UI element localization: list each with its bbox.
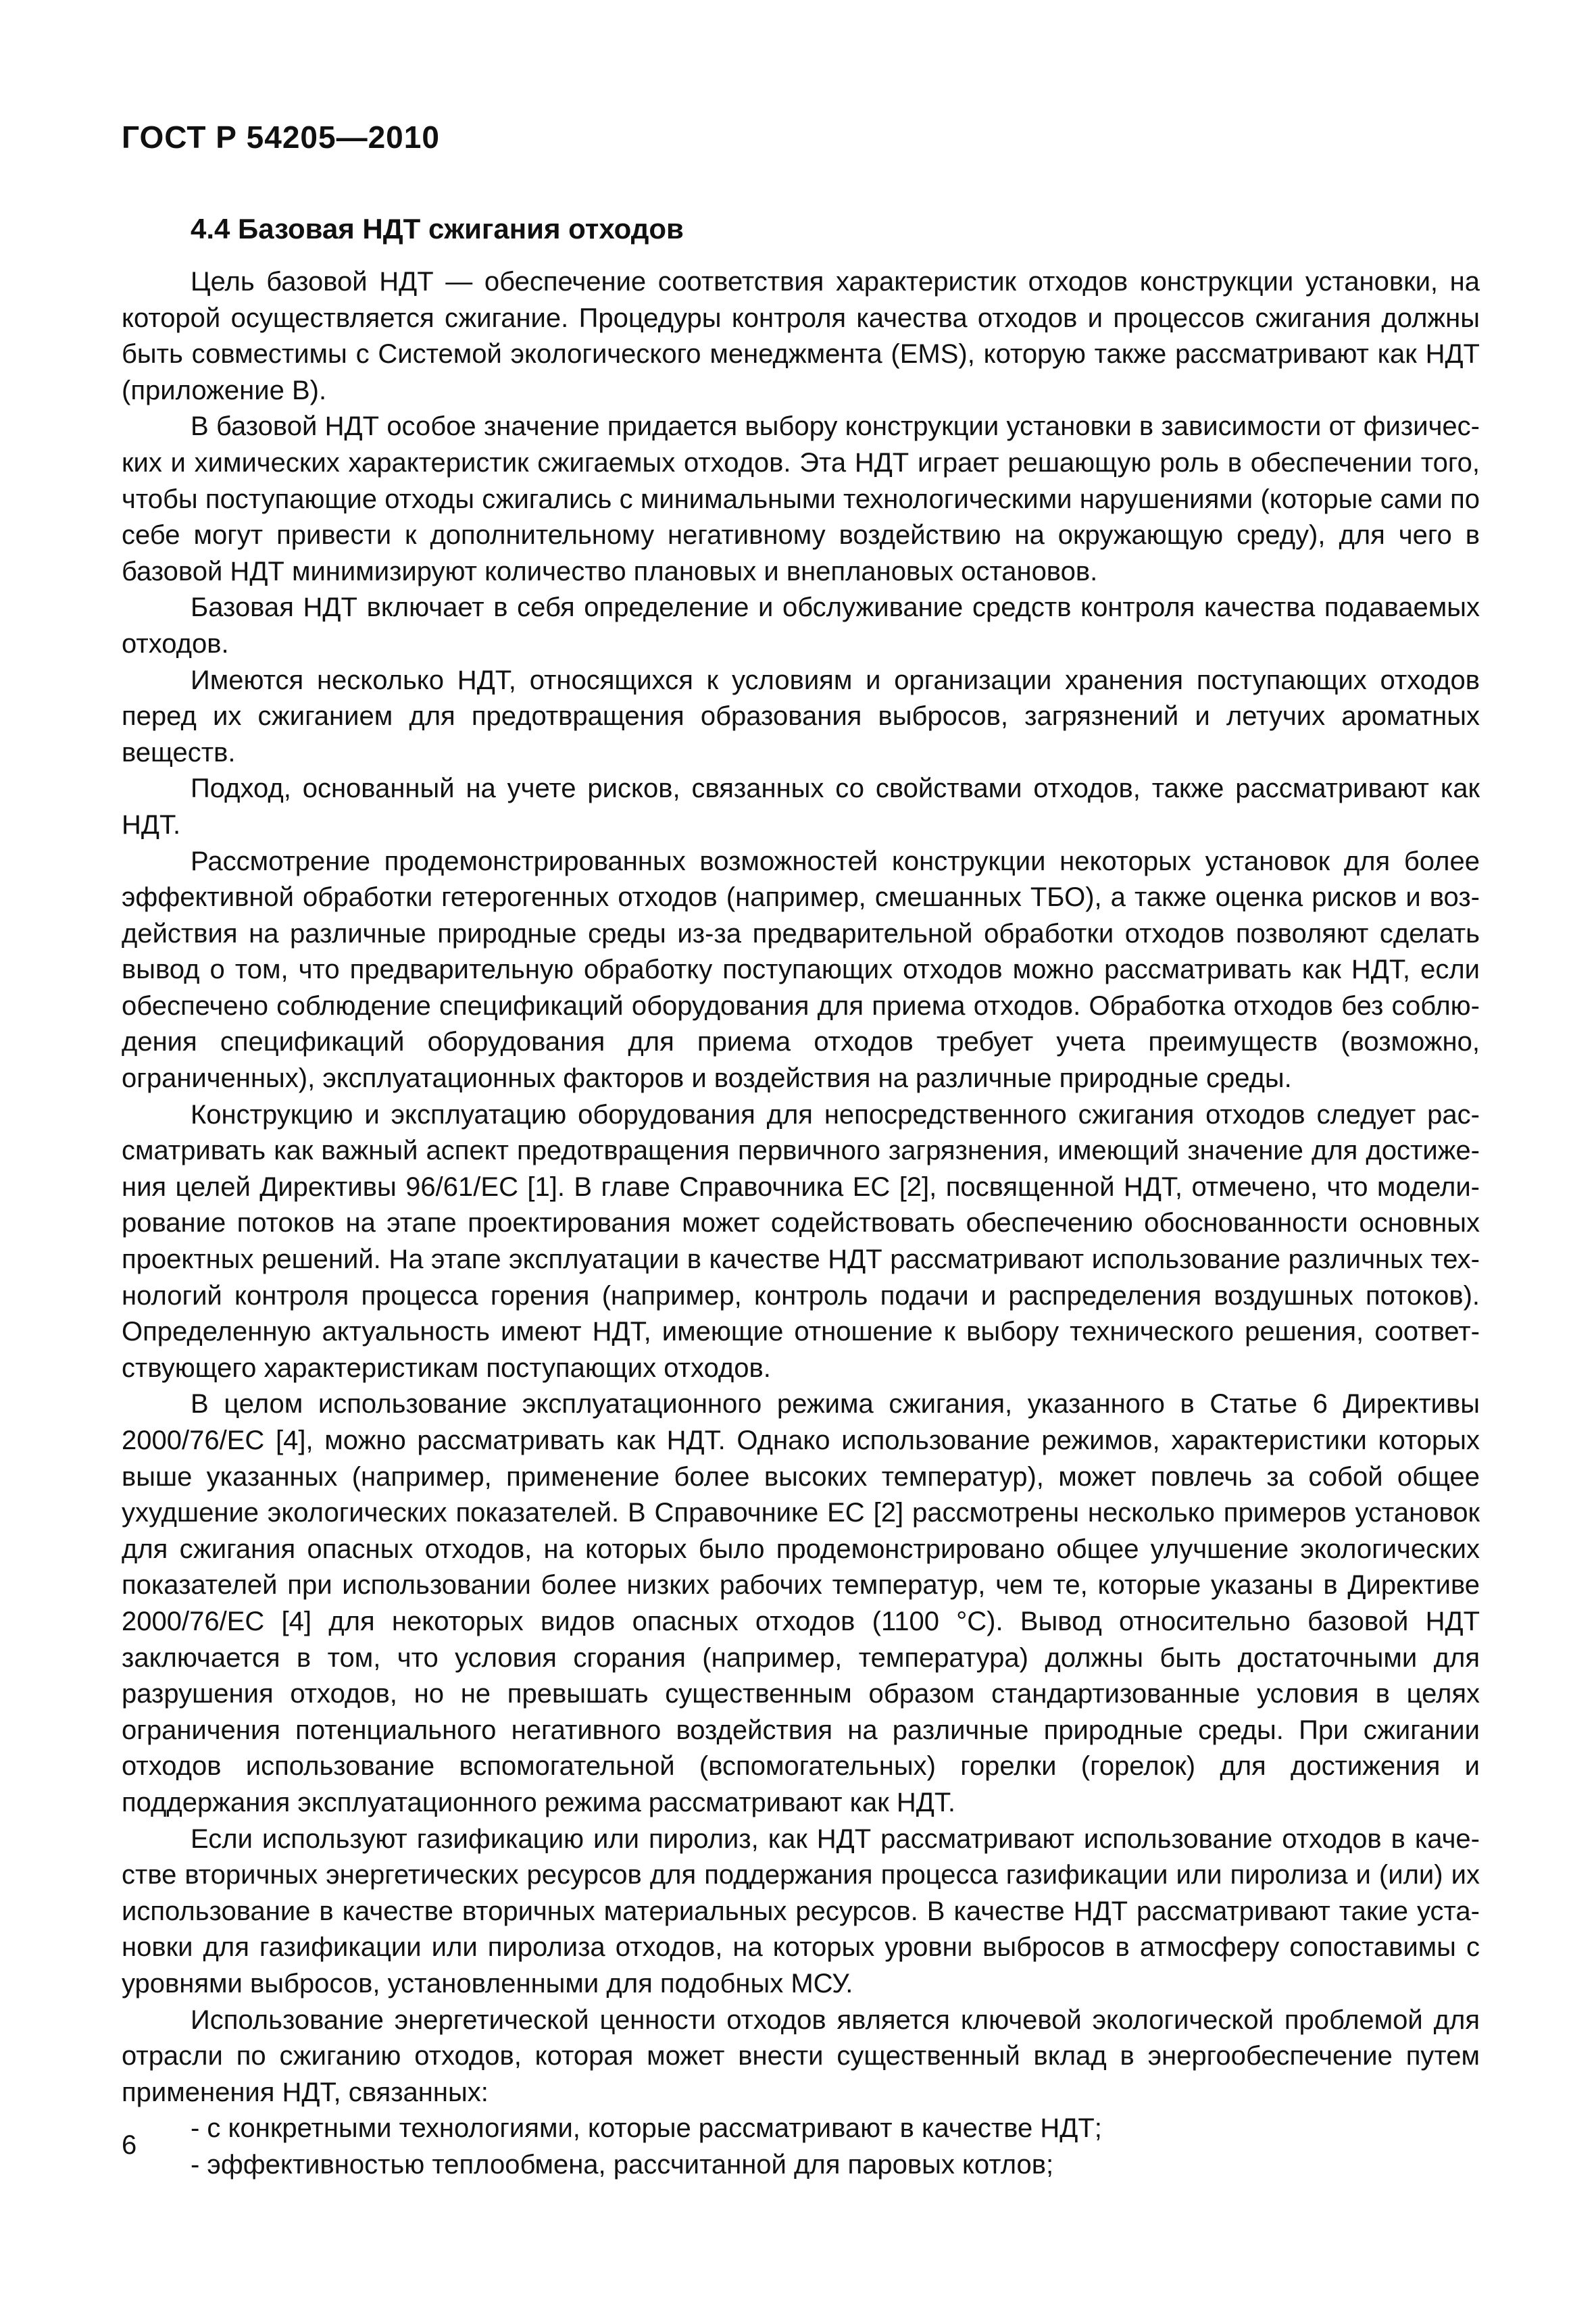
document-header: ГОСТ Р 54205—2010 [122, 120, 440, 155]
paragraph: В целом использование эксплуатационного режима сжигания, указанного в Статье 6 Директивы 2000/76/ЕС [4], можно рассматривать как НДТ. Однако использование режимов, характеристики которых выше указанных (например, применение более высоких температур), может повлечь за собой общее ухудшение экологических показателей. В Справочнике ЕС [2] рассмотрены несколько примеров установок для сжигания опасных отходов, на которых было продемонстрировано общее улучшение экологических показателей при использовании более низких рабочих температур, чем те, которые указаны в Директиве 2000/76/ЕС [4] для некоторых видов опасных отходов (1100 °С). Вывод относительно базовой НДТ заключается в том, что условия сгорания (например, температура) должны быть достаточными для разрушения отходов, но не превышать существенным образом стандартизованные условия в целях ограничения потенциального негативного воздействия на различные природные среды. При сжигании отходов использование вспомогательной (вспомогательных) горелки (горелок) для достижения и поддержания эксплуатационного режима рассматривают как НДТ. [122, 1389, 1480, 1817]
section-title: 4.4 Базовая НДТ сжигания отходов [191, 213, 684, 245]
paragraph: Если используют газификацию или пиролиз, как НДТ рассматривают использование отходов в качестве вторичных энергетических ресурсов для поддержания процесса газификации или пиролиза и (или) их использование в качестве вторичных материальных ресурсов. В качестве НДТ рассматривают такие установки для газификации или пиролиза отходов, на которых уровни выбросов в атмосферу сопоставимы с уровнями выбросов, установленными для подобных МСУ. [122, 1823, 1480, 1998]
paragraph: Имеются несколько НДТ, относящихся к условиям и организации хранения поступающих отходов перед их сжиганием для предотвращения образования выбросов, загрязнений и летучих ароматных веществ. [122, 665, 1480, 768]
paragraph: Базовая НДТ включает в себя определение и обслуживание средств контроля качества подаваемых отходов. [122, 593, 1480, 659]
list-item: - эффективностью теплообмена, рассчитанной для паровых котлов; [191, 2149, 1054, 2180]
paragraph: Цель базовой НДТ — обеспечение соответствия характеристик отходов конструкции установки, на которой осуществляется сжигание. Процедуры контроля качества отходов и процессов сжигания должны быть совместимы с Системой экологического менеджмента (EMS), которую также рассматривают как НДТ (приложение В). [122, 267, 1480, 405]
page-number: 6 [122, 2130, 137, 2160]
document-page [122, 118, 1480, 2183]
paragraph: В базовой НДТ особое значение придается выбору конструкции установки в зависимости от физических и химических характеристик сжигаемых отходов. Эта НДТ играет решающую роль в обеспечении того, чтобы поступающие отходы сжигались с минимальными технологическими нарушениями (которые сами по себе могут привести к дополнительному негативному воздействию на окружающую среду), для чего в базовой НДТ минимизируют количество плановых и внеплановых остановов. [122, 411, 1480, 586]
paragraph: Конструкцию и эксплуатацию оборудования для непосредственного сжигания отходов следует рассматривать как важный аспект предотвращения первичного загрязнения, имеющий значение для достижения целей Директивы 96/61/ЕС [1]. В главе Справочника ЕС [2], посвященной НДТ, отмечено, что моделирование потоков на этапе проектирования может содействовать обеспечению обоснованности основных проектных решений. На этапе эксплуатации в качестве НДТ рассматривают использование различных технологий контроля процесса горения (например, контроль подачи и распределения воздушных потоков). Определенную актуальность имеют НДТ, имеющие отношение к выбору технического решения, соответствующего характеристикам поступающих отходов. [122, 1099, 1480, 1383]
paragraph: Рассмотрение продемонстрированных возможностей конструкции некоторых установок для более эффективной обработки гетерогенных отходов (например, смешанных ТБО), а также оценка рисков и воздействия на различные природные среды из-за предварительной обработки отходов позволяют сделать вывод о том, что предварительную обработку поступающих отходов можно рассматривать как НДТ, если обеспечено соблюдение спецификаций оборудования для приема отходов. Обработка отходов без соблюдения спецификаций оборудования для приема отходов требует учета преимуществ (возможно, ограниченных), эксплуатационных факторов и воздействия на различные природные среды. [122, 846, 1480, 1094]
paragraph: Подход, основанный на учете рисков, связанных со свойствами отходов, также рассматривают как НДТ. [122, 774, 1480, 840]
list-item: - с конкретными технологиями, которые рассматривают в качестве НДТ; [191, 2113, 1102, 2144]
paragraph: Использование энергетической ценности отходов является ключевой экологической проблемой для отрасли по сжиганию отходов, которая может внести существенный вклад в энергообеспечение путем применения НДТ, связанных: [122, 2005, 1480, 2107]
